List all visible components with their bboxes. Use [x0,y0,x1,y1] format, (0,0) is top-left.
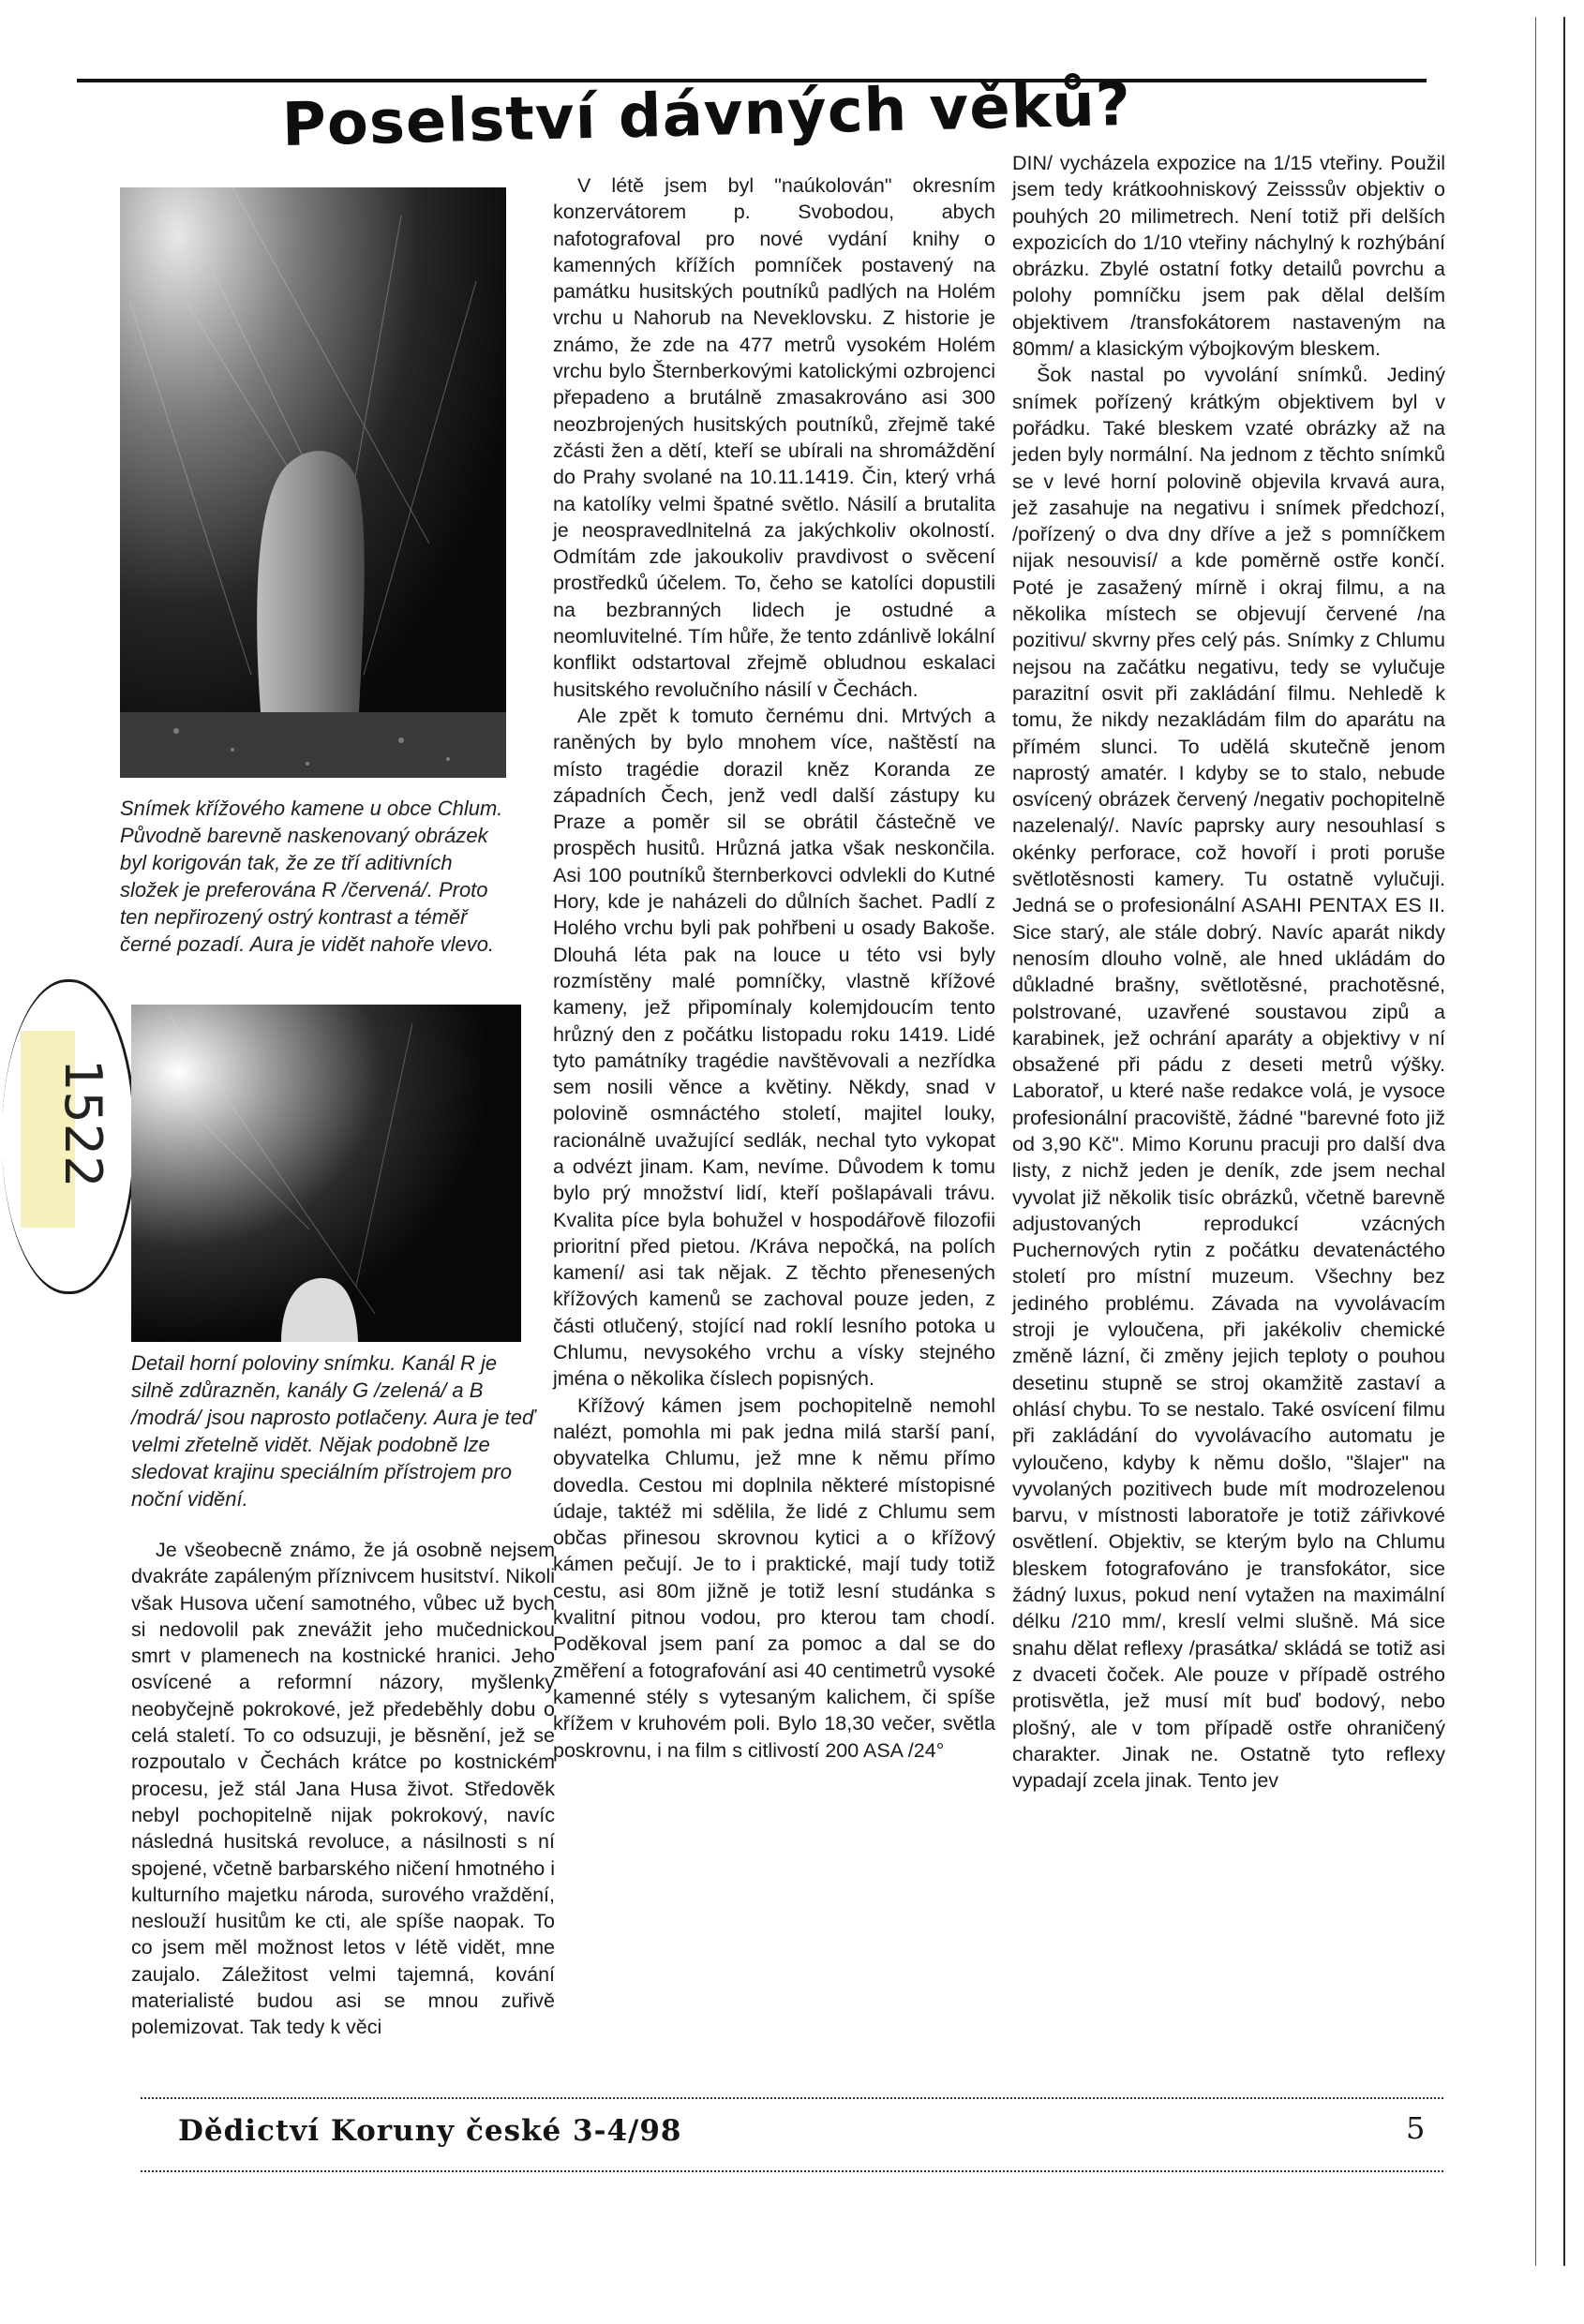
photo-detail-icon [131,1005,521,1342]
page-number: 5 [1406,2110,1426,2146]
paragraph: Křížový kámen jsem pochopitelně nemohl nalézt, pomohla mi pak jedna milá starší paní, obyvatelka Chlumu, jež mne k němu přímo dovedla. Cestou mi doplnila některé místopisné údaje, taktéž mi sdělila, že lidé z Chlumu sem občas přinesou skrovnou kytici a o křížový kámen pečují. Je to i praktické, mají tudy totiž cestu, asi 80m jižně je totiž lesní studánka s kvalitní pitnou vodou, pro kterou tam chodí. Poděkoval jsem paní za pomoc a dal se do změření a fotografování asi 40 centimetrů vysoké kamenné stély s vytesaným kalichem, či spíše křížem v kruhovém poli. Bylo 18,30 večer, světla poskrovnu, i na film s citlivostí 200 ASA /24° [553,1393,995,1762]
photo1-caption: Snímek křížového kamene u obce Chlum. Původně barevně naskenovaný obrázek byl korigován tak, že ze tří aditivních složek je preferována R /červená/. Proto ten nepřirozený ostrý kontrast a téměř černé pozadí. Aura je vidět nahoře vlevo. [120,797,503,956]
column-1 [131,1537,555,2041]
footer-rule-bottom [141,2170,1443,2172]
photo2-caption: Detail horní poloviny snímku. Kanál R je silně zdůrazněn, kanály G /zelená/ a B /modrá/ jsou naprosto potlačeny. Aura je teď velmi zřetelně vidět. Nějak podobně lze sledovat krajinu speciálním přístrojem pro noční vidění. [131,1351,535,1511]
page-edge-line [1563,17,1565,2266]
column-2 [553,172,995,1764]
article-title: Poselství dávných věků? [281,69,1132,160]
column-3 [1012,150,1445,1794]
page-edge-line [1535,17,1536,2266]
paragraph: DIN/ vycházela expozice na 1/15 vteřiny. Použil jsem tedy krátkoohniskový Zeisssův objektiv o pouhých 20 milimetrech. Není totiž při delších expozicích do 1/10 vteřiny náchylný k rozhýbání obrázku. Zbylé ostatní fotky detailů povrchu a polohy pomníčku jsem pak dělal delším objektivem /transfokátorem nastaveným na 80mm/ a klasickým výbojkovým bleskem. [1012,152,1445,361]
paragraph: Je všeobecně známo, že já osobně nejsem dvakráte zapáleným příznivcem husitství. Nikoli však Husova učení samotného, vůbec už bych si nedovolil pak znevážit jeho mučednickou smrt v plamenech na kostnické hranici. Jeho osvícené a reformní názory, myšlenky neobyčejně pokrokové, jež předeběhly dobu o celá staletí. To co odsuzuji, je běsnění, jež se rozpoutalo v Čechách krátce po kostnickém procesu, jež stál Jana Husa život. Středověk nebyl pochopitelně nijak pokrokový, navíc následná husitská revoluce, a násilnosti s ní spojené, včetně barbarského ničení hmotného i kulturního majetku národa, surového vraždění, neslouží husitům ke cti, ale spíše naopak. To co jsem měl možnost letos v létě vidět, mne zaujalo. Záležitost velmi tajemná, kování materialisté budou asi se mnou zuřivě polemizovat. Tak tedy k věci [131,1539,555,2039]
photo-cross-stone [120,187,506,778]
photo-detail [131,1005,521,1342]
photo-stone-icon [120,187,506,778]
footer-rule-top [141,2097,1443,2099]
footer-publication: Dědictví Koruny české 3-4/98 [178,2114,682,2148]
paragraph: V létě jsem byl "naúkolován" okresním konzervátorem p. Svobodou, abych nafotografoval pro nové vydání knihy o kamenných křížích pomníček postavený na památku husitských poutníků padlých na Holém vrchu u Nahorub na Neveklovsku. Z historie je známo, že zde na 477 metrů vysokém Holém vrchu bylo Šternberkovými katolickými ozbrojenci přepadeno a brutálně zmasakrováno asi 300 neozbrojených husitských poutníků, zřejmě také zčásti žen a dětí, kteří se ubírali na shromáždění do Prahy svolané na 10.11.1419. Čin, který vrhá na katolíky velmi špatné světlo. Násilí a brutalita je neospravedlnitelná za jakýchkoliv okolností. Odmítám zde jakoukoliv pravdivost o svěcení prostředků účelem. To, čeho se katolíci dopustili na bezbranných lidech je ostudné a neomluvitelné. Tím hůře, že tento zdánlivě lokální konflikt odstartoval zřejmě obludnou eskalaci husitského revolučního násilí v Čechách. [553,174,995,701]
paragraph: Šok nastal po vyvolání snímků. Jediný snímek pořízený krátkým objektivem byl v pořádku. Také bleskem vzaté obrázky až na jeden byly normální. Na jednom z těchto snímků se v levé horní polovině objevila krvavá aura, jež zasahuje na negativu i snímek předchozí, /pořízený o dva dny dříve a jež s pomníčkem nijak nesouvisí/ a kde poměrně ostře končí. Poté je zasažený mírně i okraj filmu, a na několika místech se objevují červené /na pozitivu/ skvrny přes celý pás. Snímky z Chlumu nejsou na začátku negativu, tedy se vylučuje parazitní osvit při zakládání filmu. Nehledě k tomu, že nikdy nezakládám film do aparátu na přímém slunci. To udělá skutečně jenom naprostý amatér. I kdyby se to stalo, nebude osvícený obrázek červený /negativ pochopitelně nazelenalý/. Navíc paprsky aury nesouhlasí s okénky perforace, což hovoří i proti poruše světlotěsnosti kamery. Tu ostatně vylučuji. Jedná se o profesionální ASAHI PENTAX ES II. Sice starý, ale stále dobrý. Navíc aparát nikdy nenosím dlouho volně, ale hned ukládám do důkladné brašny, světlotěsné, prachotěsné, polstrované, uzavřené soustavou zipů a karabinek, jež ochrání aparáty a objektivy v ní obsažené při pádu z deseti metrů výšky. Laboratoř, u které naše redakce volá, je vysoce profesionální pracoviště, žádné "barevné foto již od 3,90 Kč". Mimo Korunu pracuji pro další dva listy, z nichž jeden je deník, zde jsem nechal vyvolat již několik tisíc obrázků, včetně barevně adjustovaných reprodukcí vzácných Puchernových rytin z počátku devatenáctého století pro místní muzeum. Všechny bez jediného problému. Závada na vyvolávacím stroji je vyloučena, při jakékoliv chemické změně lázní, či změny jejich teploty o pouhou desetinu stupně se stroj okamžitě zastaví a ohlásí chybu. To se nestalo. Také osvícení filmu při zakládání do vyvolávacího automatu je vyloučeno, kdyby k němu došlo, "šlajer" na vyvolaných pozitivech bude mít modrozelenou barvu, v místnosti laboratoře je totiž zářivkové osvětlení. Objektiv, se kterým bylo na Chlumu bleskem fotografováno je transfokátor, sice žádný luxus, pokud není vytažen na maximální délku /210 mm/, kreslí velmi slušně. Má sice snahu dělat reflexy /prasátka/ skládá se totiž asi z dvaceti čoček. Ale pouze v případě ostrého protisvětla, jež musí mít buď bodový, nebo plošný, ale v tom případě ostře ohraničený charakter. Jinak ne. Ostatně tyto reflexy vypadají zcela jinak. Tento jev [1012,364,1445,1793]
stamp-number: 1522 [53,1059,112,1188]
paragraph: Ale zpět k tomuto černému dni. Mrtvých a raněných by bylo mnohem více, naštěstí na místo tragédie dorazil kněz Koranda ze západních Čech, jenž vedl další zástupy ku Praze a poměr sil se obrátil částečně ve prospěch husitů. Hrůzná jatka však neskončila. Asi 100 poutníků šternberkovci odvlekli do Kutné Hory, kde je naházeli do důlních šachet. Padlí z Holého vrchu byli pak pohřbeni u osady Bakoše. Dlouhá léta pak na louce u této vsi byly rozmístěny malé pomníčky, vlastně křížové kameny, jež připomínaly kolemjdoucím tento hrůzný den z počátku listopadu roku 1419. Lidé tyto památníky tragédie navštěvovali a nezřídka sem nosili věnce a květiny. Někdy, snad v polovině osmnáctého století, majitel louky, racionálně uvažující sedlák, nechal tyto vykopat a odvézt jinam. Kam, nevíme. Důvodem k tomu bylo prý množství lidí, kteří pošlapávali trávu. Kvalita píce byla bohužel v hospodářově filozofii prioritní před pietou. /Kráva nepočká, na polích kamení/ asi tak nějak. Z těchto přenesených křížových kamenů se zachoval pouze jeden, z části otlučený, stojící nad roklí lesního potoka u Chlumu, nevysokého vrchu a vísky stejného jména o několika číslech popisných. [553,704,995,1391]
